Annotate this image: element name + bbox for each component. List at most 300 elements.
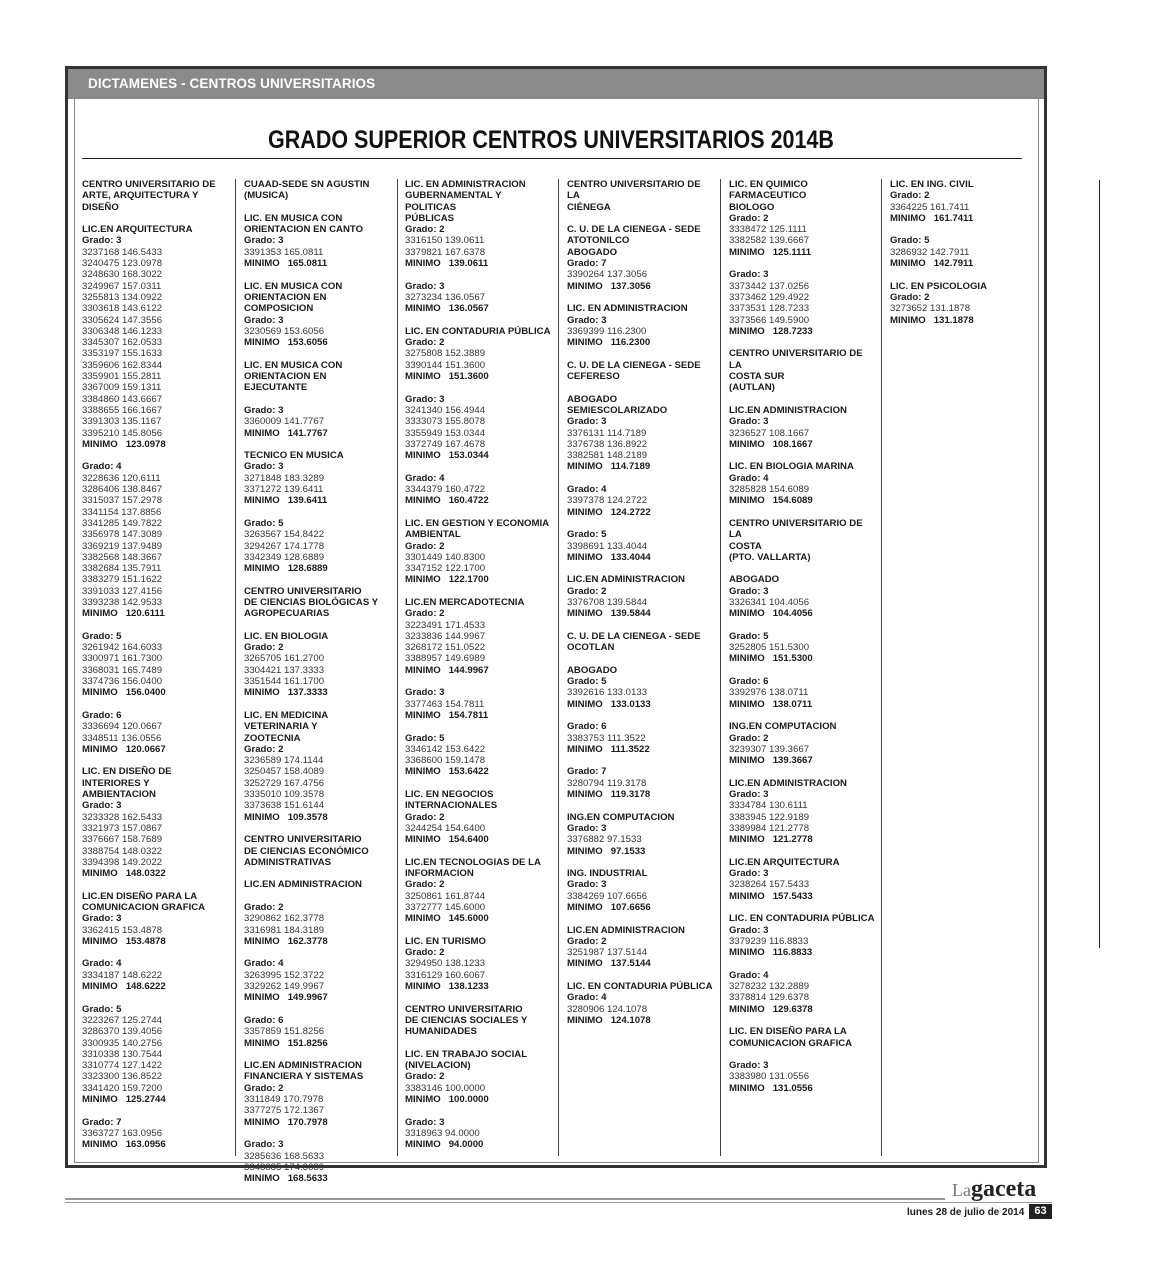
program-block (729, 518, 877, 563)
program-heading: HUMANIDADES (405, 1026, 477, 1038)
score-row: 3348511 136.0556 (82, 732, 162, 744)
program-block (729, 461, 877, 506)
score-row: 3250861 161.8744 (405, 890, 486, 902)
score-row: 3391303 135.1167 (82, 416, 162, 428)
score-row: 3237168 146.5433 (82, 246, 163, 258)
section-label: DICTAMENES - CENTROS UNIVERSITARIOS (88, 76, 376, 91)
program-heading: LIC.EN DISEÑO PARA LA (82, 890, 198, 902)
program-heading: CENTRO UNIVERSITARIO DE LA (567, 179, 701, 202)
minimum-score: MINIMO 125.1111 (729, 246, 812, 258)
score-row: 3376667 158.7689 (82, 834, 163, 846)
score-row: 3263995 152.3722 (244, 969, 325, 981)
program-heading: AGROPECUARIAS (244, 608, 330, 620)
program-heading: INFORMACION (405, 868, 474, 880)
program-heading: ABOGADO (729, 574, 780, 586)
grade-label: Grado: 2 (405, 879, 445, 891)
program-heading: COSTA SUR (729, 371, 785, 383)
program-heading: LIC.EN ADMINISTRACION (729, 777, 847, 789)
grade-label: Grado: 5 (244, 517, 284, 529)
program-heading: LIC. EN TURISMO (405, 935, 487, 947)
grade-label: Grado: 7 (567, 258, 607, 270)
program-block (729, 778, 877, 846)
program-block (82, 891, 230, 947)
grade-label: Grado: 3 (729, 789, 769, 801)
grade-label: Grado: 4 (244, 958, 284, 970)
results-column (244, 179, 392, 1196)
grade-label: Grado: 3 (405, 1116, 445, 1128)
grade-label: Grado: 3 (405, 280, 445, 292)
program-heading: DE CIENCIAS SOCIALES Y (405, 1014, 528, 1026)
minimum-score: MINIMO 160.4722 (405, 495, 489, 507)
program-heading: LIC. EN GESTION Y ECONOMIA (405, 517, 550, 529)
score-row: 3363727 163.0956 (82, 1127, 163, 1139)
score-row: 3303618 143.6122 (82, 303, 163, 315)
grade-label: Grado: 3 (729, 1060, 769, 1072)
score-row: 3360009 141.7767 (244, 416, 325, 428)
program-block (244, 1015, 392, 1049)
minimum-score: MINIMO 151.5300 (729, 653, 813, 665)
grade-label: Grado: 2 (405, 811, 445, 823)
program-heading: CENTRO UNIVERSITARIO DE LA (729, 517, 863, 541)
program-heading: ADMINISTRATIVAS (244, 856, 332, 868)
program-block (567, 665, 715, 710)
program-heading: LIC. EN PSICOLOGIA (890, 280, 988, 292)
score-row: 3280794 119.3178 (567, 777, 647, 789)
score-row: 3273234 136.0567 (405, 291, 486, 303)
score-row: 3236589 174.1144 (244, 755, 324, 767)
program-block (244, 710, 392, 823)
score-row: 3271848 183.3289 (244, 472, 325, 484)
score-row: 3239307 139.3667 (729, 743, 810, 755)
score-row: 3223267 125.2744 (82, 1014, 163, 1026)
column-divider (558, 179, 559, 1156)
minimum-score: MINIMO 145.6000 (405, 913, 489, 925)
score-row: 3290862 162.3778 (244, 913, 325, 925)
score-row: 3265705 161.2700 (244, 653, 325, 665)
grade-label: Grado: 3 (567, 416, 607, 428)
minimum-score: MINIMO 124.1078 (567, 1014, 651, 1026)
program-heading: LIC. EN MEDICINA VETERINARIA Y (244, 709, 328, 733)
program-block (82, 1004, 230, 1106)
program-block (244, 1060, 392, 1128)
program-heading: LIC. EN MUSICA CON (244, 212, 343, 224)
minimum-score: MINIMO 137.5144 (567, 958, 651, 970)
minimum-score: MINIMO 144.9967 (405, 664, 489, 676)
grade-label: Grado: 4 (729, 969, 769, 981)
program-heading: CENTRO UNIVERSITARIO (244, 585, 362, 597)
grade-label: Grado: 3 (244, 404, 284, 416)
grade-label: Grado: 3 (244, 235, 284, 247)
program-heading: CENTRO UNIVERSITARIO (244, 834, 362, 846)
program-block (567, 631, 715, 654)
results-column (567, 179, 715, 1038)
program-block (567, 981, 715, 1026)
score-row: 3382581 148.2189 (567, 450, 648, 462)
program-heading: CIÉNEGA (567, 201, 611, 213)
program-block (405, 281, 553, 315)
footer-rule-thin (65, 1202, 1052, 1203)
score-row: 3384860 143.6667 (82, 393, 163, 405)
score-row: 3377275 172.1367 (244, 1105, 325, 1117)
score-row: 3255813 134.0922 (82, 291, 163, 303)
score-row: 3238264 157.5433 (729, 879, 810, 891)
program-block (82, 631, 230, 699)
score-row: 3357859 151.8256 (244, 1026, 325, 1038)
program-block (405, 687, 553, 721)
page-title: GRADO SUPERIOR CENTROS UNIVERSITARIOS 2014B (268, 126, 834, 154)
program-heading: ZOOTECNIA (244, 732, 301, 744)
title-rule (82, 158, 1022, 159)
score-row: 3351544 161.1700 (244, 676, 325, 688)
score-row: 3374736 156.0400 (82, 676, 163, 688)
score-row: 3371272 139.6411 (244, 484, 324, 496)
score-row: 3372777 145.6000 (405, 902, 486, 913)
grade-label: Grado: 3 (729, 269, 769, 281)
grade-label: Grado: 2 (405, 608, 445, 620)
program-block (567, 224, 715, 292)
program-block (405, 597, 553, 676)
program-block (567, 394, 715, 473)
score-row: 3369399 116.2300 (567, 325, 647, 337)
minimum-score: MINIMO 137.3333 (244, 687, 328, 699)
program-heading: (AUTLAN) (729, 382, 775, 394)
program-block (405, 789, 553, 845)
score-row: 3364225 161.7411 (890, 201, 970, 213)
score-row: 3301449 140.8300 (405, 551, 486, 563)
score-row: 3384269 107.6656 (567, 890, 648, 902)
program-block (82, 179, 230, 213)
program-block (729, 269, 877, 337)
program-heading: C. U. DE LA CIENEGA - SEDE (567, 630, 701, 642)
minimum-score: MINIMO 148.6222 (82, 981, 166, 993)
grade-label: Grado: 5 (567, 529, 607, 541)
grade-label: Grado: 4 (405, 472, 445, 484)
program-heading: ING. INDUSTRIAL (567, 868, 648, 880)
score-row: 3341420 159.7200 (82, 1082, 163, 1094)
program-heading: LIC. EN QUIMICO FARMACEUTICO (729, 179, 808, 202)
grade-label: Grado: 3 (729, 924, 769, 936)
score-row: 3382582 139.6667 (729, 235, 810, 247)
minimum-score: MINIMO 139.5844 (567, 608, 651, 620)
grade-label: Grado: 6 (244, 1014, 284, 1026)
spacer (244, 891, 392, 902)
grade-label: Grado: 3 (244, 314, 284, 326)
score-row: 3233836 144.9967 (405, 630, 486, 642)
minimum-score: MINIMO 148.0322 (82, 868, 166, 880)
program-block (82, 710, 230, 755)
score-row: 3383753 111.3522 (567, 732, 646, 744)
program-block (244, 1139, 392, 1184)
grade-label: Grado: 5 (82, 630, 122, 642)
score-row: 3315037 157.2978 (82, 495, 163, 507)
score-row: 3236527 108.1667 (729, 427, 810, 439)
right-margin-rule (1099, 180, 1100, 948)
minimum-score: MINIMO 153.6422 (405, 766, 489, 778)
program-heading: BIOLOGO (729, 201, 775, 213)
program-block (729, 676, 877, 710)
program-heading: LIC. EN ADMINISTRACION (567, 303, 688, 315)
column-divider (235, 179, 236, 1156)
score-row: 3294950 138.1233 (405, 958, 486, 970)
score-row: 3326341 104.4056 (729, 596, 810, 608)
program-heading: AMBIENTAL (405, 529, 461, 541)
program-heading: CENTRO UNIVERSITARIO (405, 1003, 523, 1015)
score-row: 3241340 156.4944 (405, 404, 486, 416)
program-block (244, 586, 392, 620)
gaceta-logo (952, 1176, 1036, 1203)
program-block (729, 913, 877, 958)
program-block (82, 958, 230, 992)
score-row: 3273652 131.1878 (890, 303, 971, 315)
program-block (244, 631, 392, 699)
grade-label: Grado: 3 (729, 868, 769, 880)
program-block (244, 958, 392, 1003)
minimum-score: MINIMO 131.1878 (890, 314, 974, 326)
score-row: 3377463 154.7811 (405, 698, 485, 710)
grade-label: Grado: 6 (82, 709, 122, 721)
grade-label: Grado: 3 (82, 800, 122, 812)
score-row: 3278232 132.2889 (729, 981, 810, 993)
minimum-score: MINIMO 153.0344 (405, 450, 489, 462)
program-heading: LIC. EN DISEÑO DE INTERIORES Y (82, 766, 172, 789)
program-heading: SEMIESCOLARIZADO (567, 404, 668, 416)
program-heading: LIC.EN ADMINISTRACION (244, 1060, 362, 1072)
score-row: 3388957 149.6989 (405, 653, 486, 665)
score-row: 3310774 127.1422 (82, 1060, 163, 1072)
minimum-score: MINIMO 107.6656 (567, 902, 651, 913)
score-row: 3372749 167.4678 (405, 438, 486, 450)
minimum-score: MINIMO 120.0667 (82, 743, 166, 755)
score-row: 3392616 133.0133 (567, 687, 648, 699)
score-row: 3252729 167.4756 (244, 777, 325, 789)
score-row: 3300935 140.2756 (82, 1037, 163, 1049)
score-row: 3280906 124.1078 (567, 1003, 648, 1015)
score-row: 3346142 153.6422 (405, 743, 486, 755)
program-heading: ORIENTACION EN CANTO (244, 224, 364, 236)
program-block (405, 1004, 553, 1038)
program-heading: CUAAD-SEDE SN AGUSTIN (244, 179, 370, 190)
issue-date: lunes 28 de julio de 2014 (907, 1207, 1025, 1218)
program-heading: C. U. DE LA CIENEGA - SEDE (567, 224, 701, 236)
score-row: 3388754 148.0322 (82, 845, 163, 857)
grade-label: Grado: 2 (729, 212, 769, 224)
minimum-score: MINIMO 125.2744 (82, 1094, 166, 1106)
score-row: 3223491 171.4533 (405, 619, 486, 631)
minimum-score: MINIMO 153.6056 (244, 337, 328, 349)
program-block (244, 360, 392, 439)
grade-label: Grado: 2 (244, 642, 284, 654)
minimum-score: MINIMO 170.7978 (244, 1116, 328, 1128)
score-row: 3286932 142.7911 (890, 246, 970, 258)
minimum-score: MINIMO 138.0711 (729, 698, 813, 710)
program-block (729, 857, 877, 902)
program-heading: LIC.EN ADMINISTRACION (567, 924, 685, 936)
grade-label: Grado: 5 (82, 1003, 122, 1015)
grade-label: Grado: 3 (567, 822, 607, 834)
program-block (729, 179, 877, 258)
program-block (244, 281, 392, 349)
section-header-bar (68, 69, 1044, 99)
score-row: 3341285 149.7822 (82, 517, 163, 529)
spacer (244, 394, 392, 405)
program-heading: PÚBLICAS (405, 212, 455, 224)
minimum-score: MINIMO 154.7811 (405, 709, 489, 721)
score-row: 3359901 155.2811 (82, 371, 162, 383)
program-heading: TECNICO EN MUSICA (244, 450, 344, 462)
score-row: 3250457 158.4089 (244, 766, 325, 778)
score-row: 3379821 167.6378 (405, 246, 486, 258)
program-block (890, 281, 1038, 326)
grade-label: Grado: 4 (567, 992, 607, 1004)
program-block (729, 405, 877, 450)
score-row: 3397378 124.2722 (567, 495, 648, 507)
minimum-score: MINIMO 111.3522 (567, 743, 650, 755)
score-row: 3373566 149.5900 (729, 314, 810, 326)
grade-label: Grado: 6 (729, 676, 769, 688)
grade-label: Grado: 2 (405, 224, 445, 236)
grade-label: Grado: 5 (567, 676, 607, 688)
program-heading: ABOGADO (567, 664, 618, 676)
grade-label: Grado: 3 (82, 913, 122, 925)
program-heading: LIC.EN ADMINISTRACION (567, 574, 685, 586)
score-row: 3344379 160.4722 (405, 484, 486, 496)
score-row: 3294267 174.1778 (244, 540, 325, 552)
minimum-score: MINIMO 138.1233 (405, 981, 489, 993)
minimum-score: MINIMO 131.0556 (729, 1082, 813, 1094)
program-heading: LIC. EN MUSICA CON (244, 280, 343, 292)
program-heading: COMUNICACION GRAFICA (82, 902, 206, 913)
minimum-score: MINIMO 104.4056 (729, 608, 813, 620)
minimum-score: MINIMO 108.1667 (729, 438, 813, 450)
score-row: 3393238 142.9533 (82, 596, 163, 608)
program-block (405, 179, 553, 269)
program-heading: COMUNICACION GRAFICA (729, 1037, 853, 1049)
page-number: 63 (1029, 1204, 1052, 1219)
footer-rule (65, 1198, 945, 1200)
grade-label: Grado: 2 (405, 1071, 445, 1083)
score-row: 3285636 168.5633 (244, 1150, 325, 1162)
grade-label: Grado: 2 (405, 337, 445, 349)
score-row: 3316981 184.3189 (244, 924, 325, 936)
program-heading: LIC. EN ING. CIVIL (890, 179, 974, 190)
program-block (567, 574, 715, 619)
score-row: 3376131 114.7189 (567, 427, 647, 439)
score-row: 3359606 162.8344 (82, 359, 163, 371)
score-row: 3285828 154.6089 (729, 484, 810, 496)
score-row: 3333073 155.8078 (405, 416, 486, 428)
score-row: 3316129 160.6067 (405, 969, 486, 981)
minimum-score: MINIMO 151.3600 (405, 371, 489, 383)
score-row: 3362415 153.4878 (82, 924, 163, 936)
program-block (729, 631, 877, 665)
program-block (82, 1117, 230, 1151)
grade-label: Grado: 7 (567, 766, 607, 778)
score-row: 3268172 151.0522 (405, 642, 486, 654)
score-row: 3321973 157.0867 (82, 822, 163, 834)
score-row: 3376882 97.1533 (567, 834, 642, 846)
grade-label: Grado: 4 (567, 484, 607, 496)
score-row: 3304421 137.3333 (244, 664, 325, 676)
score-row: 3336694 120.0667 (82, 721, 163, 733)
score-row: 3286370 139.4056 (82, 1026, 163, 1038)
program-heading: ATOTONILCO (567, 235, 630, 247)
program-heading: ARTE, ARQUITECTURA Y DISEÑO (82, 190, 199, 213)
program-block (244, 179, 392, 202)
program-heading: LIC.EN ARQUITECTURA (729, 856, 840, 868)
minimum-score: MINIMO 154.6400 (405, 834, 489, 846)
score-row: 3228636 120.6111 (82, 472, 161, 484)
program-heading: LIC. EN CONTADURIA PÚBLICA (729, 913, 875, 925)
program-block (729, 348, 877, 393)
grade-label: Grado: 3 (729, 585, 769, 597)
score-row: 3244254 154.6400 (405, 822, 486, 834)
score-row: 3348885 174.3689 (244, 1161, 325, 1173)
program-block (405, 733, 553, 778)
program-block (405, 857, 553, 925)
score-row: 3368600 159.1478 (405, 755, 486, 767)
minimum-score: MINIMO 133.4044 (567, 551, 651, 563)
minimum-score: MINIMO 119.3178 (567, 789, 651, 801)
program-heading: LIC. EN MUSICA CON (244, 359, 343, 371)
grade-label: Grado: 3 (405, 687, 445, 699)
score-row: 3248630 168.3022 (82, 269, 163, 281)
program-heading: ORIENTACION EN COMPOSICION (244, 291, 327, 315)
column-divider (881, 179, 882, 1156)
score-row: 3392976 138.0711 (729, 687, 809, 699)
program-heading: LIC.EN TECNOLOGIAS DE LA (405, 856, 541, 868)
minimum-score: MINIMO 114.7189 (567, 461, 651, 473)
score-row: 3391033 127.4156 (82, 585, 163, 597)
score-row: 3390264 137.3056 (567, 269, 648, 281)
score-row: 3389984 121.2778 (729, 822, 810, 834)
program-block (567, 925, 715, 970)
score-row: 3390144 151.3600 (405, 359, 486, 371)
program-block (405, 1117, 553, 1151)
score-row: 3318963 94.0000 (405, 1127, 480, 1139)
column-divider (720, 179, 721, 1156)
score-row: 3388655 166.1667 (82, 404, 163, 416)
column-divider (397, 179, 398, 1156)
minimum-score: MINIMO 121.2778 (729, 834, 813, 846)
program-block (567, 721, 715, 755)
program-heading: LIC. EN NEGOCIOS (405, 789, 494, 801)
program-heading: LIC. EN BIOLOGIA MARINA (729, 461, 854, 473)
program-block (405, 394, 553, 462)
program-block (82, 461, 230, 619)
score-row: 3233328 162.5433 (82, 811, 163, 823)
program-heading: LIC. EN CONTADURIA PÚBLICA (405, 325, 551, 337)
score-row: 3334784 130.6111 (729, 800, 808, 812)
score-row: 3398691 133.4044 (567, 540, 648, 552)
minimum-score: MINIMO 162.3778 (244, 935, 328, 947)
program-heading: LIC. EN CONTADURIA PÚBLICA (567, 981, 713, 993)
program-heading: GUBERNAMENTAL Y POLITICAS (405, 190, 502, 213)
grade-label: Grado: 2 (890, 190, 930, 202)
score-row: 3383945 122.9189 (729, 811, 810, 823)
minimum-score: MINIMO 139.3667 (729, 755, 813, 767)
program-heading: LIC. EN ADMINISTRACION (405, 179, 526, 190)
score-row: 3355949 153.0344 (405, 427, 486, 439)
grade-label: Grado: 2 (729, 732, 769, 744)
minimum-score: MINIMO 139.6411 (244, 495, 328, 507)
score-row: 3373462 129.4922 (729, 291, 810, 303)
program-block (729, 970, 877, 1015)
score-row: 3382568 148.3667 (82, 551, 163, 563)
grade-label: Grado: 2 (405, 540, 445, 552)
program-block (244, 518, 392, 574)
minimum-score: MINIMO 97.1533 (567, 845, 646, 857)
grade-label: Grado: 3 (244, 1139, 284, 1151)
